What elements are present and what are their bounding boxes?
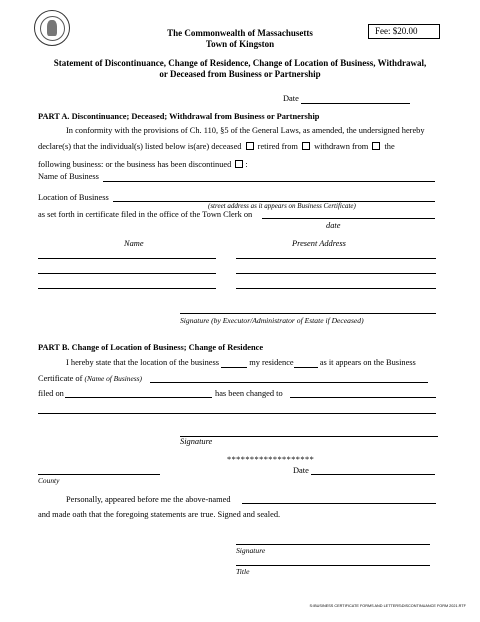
- name-of-business-caption: (Name of Business): [84, 374, 142, 383]
- part-a-para3: [38, 160, 248, 169]
- part-b-date-label: Date: [293, 466, 309, 475]
- name-of-business-label: Name of Business: [38, 172, 99, 181]
- name-field-3[interactable]: [38, 288, 216, 289]
- part-b-signature-field[interactable]: [180, 436, 438, 437]
- as-set-forth-label: as set forth in certificate filed in the office of the Town Clerk on: [38, 210, 253, 219]
- part-b-heading: PART B. Change of Location of Business; Change of Residence: [38, 343, 264, 352]
- header-commonwealth: The Commonwealth of Massachusetts: [167, 28, 313, 38]
- retired-checkbox[interactable]: [302, 142, 310, 150]
- changed-to-label: has been changed to: [215, 389, 283, 398]
- name-of-business-field[interactable]: [103, 181, 435, 182]
- notary-title-field[interactable]: [236, 565, 430, 566]
- part-b-line1-residence: my residence: [249, 358, 294, 367]
- part-b-line2: [38, 374, 142, 383]
- column-address-header: Present Address: [292, 239, 346, 248]
- date-field[interactable]: [301, 103, 410, 104]
- footer-file-path: S:\BUSINESS CERTIFICATE FORMS AND LETTERS\DISCONTINUANCE FORM 2021.RTF: [309, 604, 466, 608]
- address-field-3[interactable]: [236, 288, 436, 289]
- location-check-field[interactable]: [221, 358, 247, 368]
- part-b-line1-end: as it appears on the Business: [319, 358, 416, 367]
- part-b-line1-location: I hereby state that the location of the business: [66, 358, 220, 367]
- location-of-business-label: Location of Business: [38, 193, 109, 202]
- fee-box: Fee: $20.00: [368, 24, 440, 39]
- certificate-of-label: Certificate of: [38, 374, 83, 383]
- part-b-signature-caption: Signature: [180, 437, 213, 446]
- star-separator: *******************: [227, 455, 315, 464]
- executor-signature-caption: Signature (by Executor/Administrator of Estate if Deceased): [180, 316, 364, 325]
- county-caption: County: [38, 476, 60, 485]
- deceased-checkbox[interactable]: [246, 142, 254, 150]
- part-a-para1: In conformity with the provisions of Ch. 110, §5 of the General Laws, as amended, the undersigned hereby: [66, 126, 425, 135]
- address-field-1[interactable]: [236, 258, 436, 259]
- part-a-heading: PART A. Discontinuance; Deceased; Withdrawal from Business or Partnership: [38, 112, 320, 121]
- notary-signature-field[interactable]: [236, 544, 430, 545]
- header-town: Town of Kingston: [205, 39, 275, 49]
- residence-check-field[interactable]: [294, 358, 318, 368]
- executor-signature-field[interactable]: [180, 313, 436, 314]
- part-b-line1: [66, 358, 416, 368]
- county-field[interactable]: [38, 474, 160, 475]
- oath-statement: and made oath that the foregoing statements are true. Signed and sealed.: [38, 510, 281, 519]
- named-person-field[interactable]: [242, 503, 436, 504]
- notary-signature-caption: Signature: [236, 546, 266, 555]
- column-name-header: Name: [124, 239, 144, 248]
- personally-appeared-label: Personally, appeared before me the above-named: [66, 495, 231, 504]
- withdrawn-checkbox[interactable]: [372, 142, 380, 150]
- certificate-business-field[interactable]: [150, 382, 428, 383]
- town-clerk-date-field[interactable]: [262, 218, 435, 219]
- filed-on-label: filed on: [38, 389, 64, 398]
- name-field-1[interactable]: [38, 258, 216, 259]
- form-title-line2: or Deceased from Business or Partnership: [159, 69, 321, 79]
- part-a-para2-the: the: [384, 142, 395, 151]
- part-a-para2: [38, 142, 395, 151]
- changed-to-field-continued[interactable]: [38, 413, 436, 414]
- street-address-note: (street address as it appears on Business Certificate): [208, 202, 356, 210]
- discontinued-checkbox[interactable]: [235, 160, 243, 168]
- address-field-2[interactable]: [236, 273, 436, 274]
- notary-title-caption: Title: [236, 567, 250, 576]
- changed-to-field[interactable]: [290, 397, 436, 398]
- name-field-2[interactable]: [38, 273, 216, 274]
- part-a-para2-deceased: declare(s) that the individual(s) listed below is(are) deceased: [38, 142, 242, 151]
- part-b-date-field[interactable]: [311, 474, 435, 475]
- part-a-para2-retired: retired from: [257, 142, 298, 151]
- town-seal: [34, 10, 70, 46]
- date-caption: date: [326, 221, 341, 230]
- date-label: Date: [283, 94, 299, 103]
- part-a-para3-colon: :: [245, 160, 248, 169]
- part-a-para2-withdrawn: withdrawn from: [314, 142, 369, 151]
- part-a-para3-text: following business: or the business has been discontinued: [38, 160, 232, 169]
- form-title-line1: Statement of Discontinuance, Change of Residence, Change of Location of Business, Withdrawal,: [53, 58, 427, 68]
- filed-on-field[interactable]: [65, 397, 212, 398]
